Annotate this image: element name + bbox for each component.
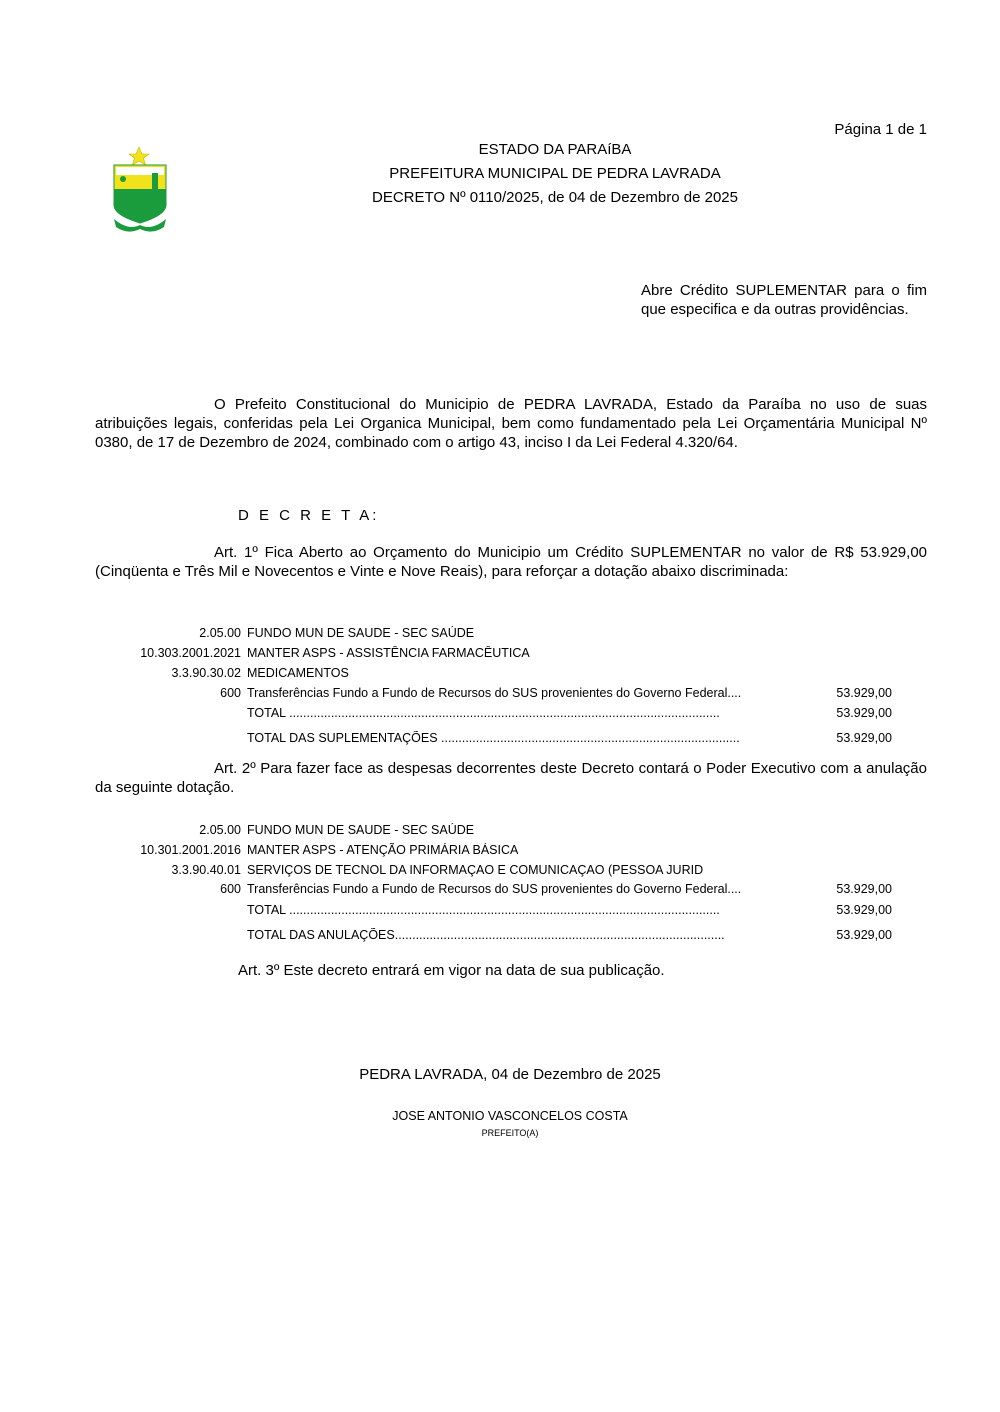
signer-role: PREFEITO(A)	[481, 1128, 539, 1138]
table-row: 10.301.2001.2016 MANTER ASPS - ATENÇÃO PRIMÁRIA BÁSICA	[140, 843, 519, 857]
preamble-text: O Prefeito Constitucional do Municipio de PEDRA LAVRADA, Estado da Paraíba no uso de suas atribuições legais, conferidas pela Lei Organica Municipal, bem como fundamentado pela Lei Orçamentária Municipal Nº 0380, de 17 de Dezembro de 2024, combinado com o artigo 43, inciso I da Lei Federal 4.320/64.	[95, 396, 927, 451]
preamble-paragraph	[95, 395, 927, 452]
decreta-heading: D E C R E T A:	[238, 507, 380, 524]
table-row: 2.05.00 FUNDO MUN DE SAUDE - SEC SAÚDE	[199, 823, 475, 837]
table-row: TOTAL ............................................................................................................................ 53.929,00	[247, 903, 892, 917]
header-decree-title: DECRETO Nº 0110/2025, de 04 de Dezembro de 2025	[372, 189, 738, 206]
article-1-text: Art. 1º Fica Aberto ao Orçamento do Municipio um Crédito SUPLEMENTAR no valor de R$ 53.929,00 (Cinqüenta e Três Mil e Novecentos e Vinte e Nove Reais), para reforçar a dotação abaixo discriminada:	[95, 544, 927, 580]
table-row: 2.05.00 FUNDO MUN DE SAUDE - SEC SAÚDE	[199, 626, 475, 640]
coat-of-arms-icon	[108, 145, 172, 233]
table-row: 3.3.90.30.02 MEDICAMENTOS	[171, 666, 349, 680]
page-number: Página 1 de 1	[834, 121, 927, 138]
supplementation-total-row: TOTAL DAS SUPLEMENTAÇÕES ...................................................................................... 53.929,00	[247, 731, 892, 745]
table-row: 600 Transferências Fundo a Fundo de Recursos do SUS provenientes do Governo Federal.... 53.929,00	[220, 686, 892, 700]
place-date: PEDRA LAVRADA, 04 de Dezembro de 2025	[359, 1066, 661, 1083]
table-row: 3.3.90.40.01 SERVIÇOS DE TECNOL DA INFORMAÇAO E COMUNICAÇAO (PESSOA JURID	[171, 863, 704, 877]
article-2	[95, 759, 927, 797]
table-row: 10.303.2001.2021 MANTER ASPS - ASSISTÊNCIA FARMACÊUTICA	[140, 646, 530, 660]
table-row: 600 Transferências Fundo a Fundo de Recursos do SUS provenientes do Governo Federal.... 53.929,00	[220, 882, 892, 896]
article-2-text: Art. 2º Para fazer face as despesas decorrentes deste Decreto contará o Poder Executivo com a anulação da seguinte dotação.	[95, 760, 927, 796]
table-row: TOTAL ............................................................................................................................ 53.929,00	[247, 706, 892, 720]
header-state: ESTADO DA PARAíBA	[478, 141, 632, 158]
annulment-total-row: TOTAL DAS ANULAÇÕES............................................................................................... 53.929,00	[247, 928, 892, 942]
article-1	[95, 543, 927, 581]
ementa: Abre Crédito SUPLEMENTAR para o fim que especifica e da outras providências.	[641, 282, 927, 318]
article-3: Art. 3º Este decreto entrará em vigor na data de sua publicação.	[238, 962, 665, 979]
header-municipality: PREFEITURA MUNICIPAL DE PEDRA LAVRADA	[389, 165, 721, 182]
signer-name: JOSE ANTONIO VASCONCELOS COSTA	[392, 1109, 628, 1123]
